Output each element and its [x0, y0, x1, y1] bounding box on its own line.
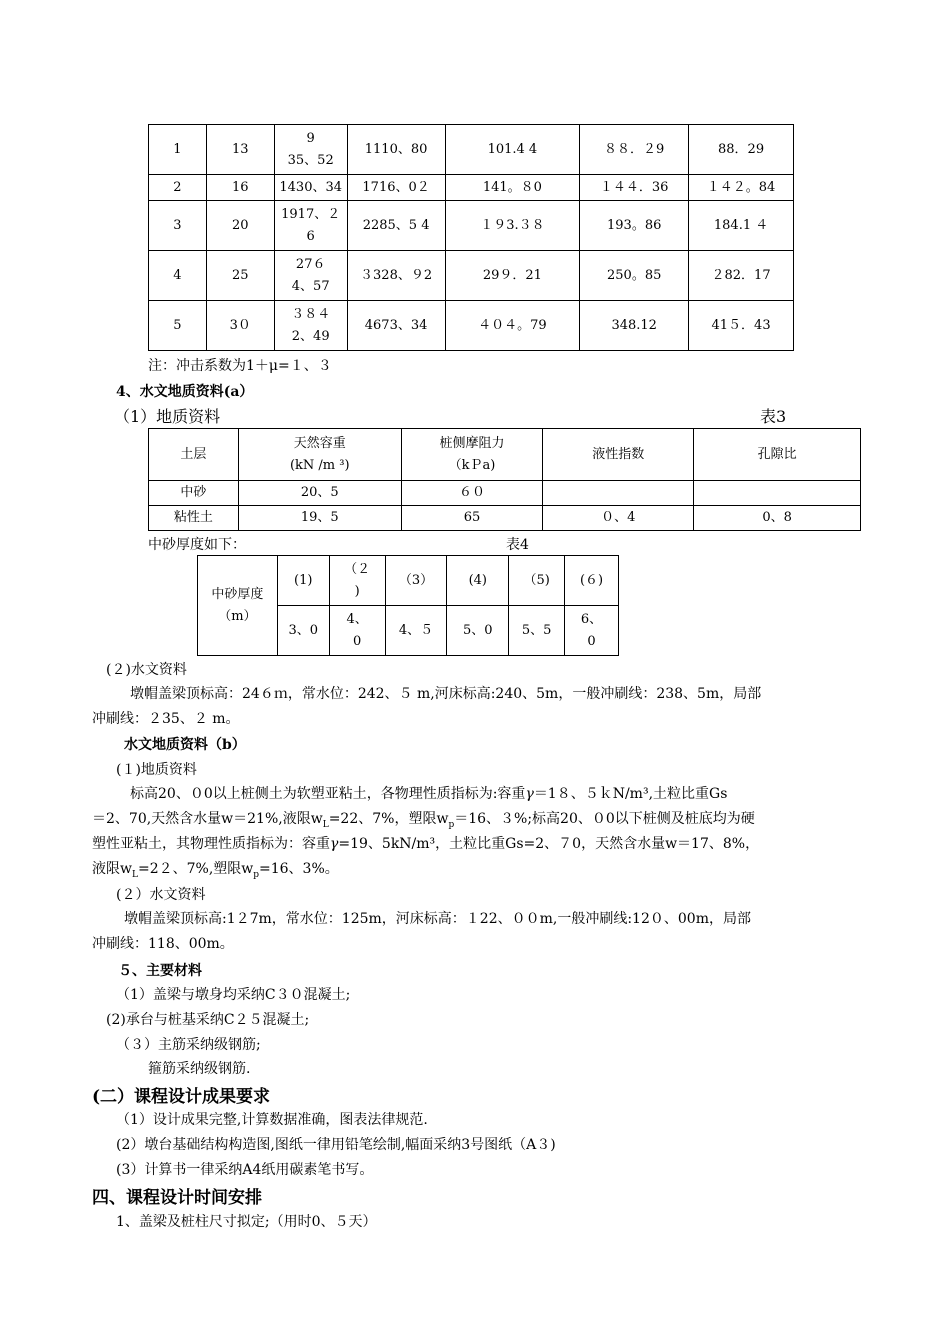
table-cell: 25 [206, 251, 274, 301]
table4-value: 5、5 [509, 606, 565, 656]
material-item: （1）盖梁与墩身均采纳C３０混凝土; [116, 987, 351, 1003]
text-run: =19、5kN/m³，土粒比重Gs=2、７0，天然含水量w＝17、8%， [338, 836, 760, 852]
table-row [149, 251, 794, 301]
load-table [148, 124, 794, 351]
table-cell: 3０ [206, 301, 274, 351]
table-row [149, 481, 861, 506]
table-cell [543, 481, 694, 506]
table-cell: 2285、5 4 [347, 201, 445, 251]
hydro-line-2: 冲刷线：２35、２ m。 [92, 711, 240, 727]
table-row [149, 506, 861, 531]
table4-header: (4) [447, 556, 509, 606]
table-3-label: 表3 [760, 407, 787, 426]
table-cell: ４０４。79 [445, 301, 580, 351]
geology-table [148, 428, 861, 531]
table-cell: 19、5 [238, 506, 401, 531]
table-cell: ３８４ 2、49 [274, 301, 347, 351]
hydro-label: (２)水文资料 [106, 662, 187, 678]
geology-label: （1）地质资料 [114, 407, 221, 426]
subscript: L [322, 819, 329, 830]
table4-header: （5) [509, 556, 565, 606]
subscript: L [131, 869, 138, 880]
table-cell: ３328、９2 [347, 251, 445, 301]
text-run: 液限w [92, 861, 132, 877]
table-cell: 193。86 [580, 201, 689, 251]
table-cell: ０、4 [543, 506, 694, 531]
table-cell: ８８．２9 [580, 125, 689, 175]
material-item: （３）主筋采纳级钢筋; [116, 1037, 261, 1053]
heading-schedule: 四、课程设计时间安排 [92, 1188, 262, 1208]
table-row [149, 175, 794, 201]
table-cell: 4 [149, 251, 207, 301]
table4-header: （２ ) [329, 556, 385, 606]
table3-header-friction: 桩侧摩阻力 （kＰa) [401, 429, 543, 481]
table-cell: ６０ [401, 481, 543, 506]
table-cell: 348.12 [580, 301, 689, 351]
table-cell: 1 [149, 125, 207, 175]
table4-row-header: 中砂厚度 （m） [198, 556, 278, 656]
requirement-item: (2）墩台基础结构构造图,图纸一律用铅笔绘制,幅面采纳3号图纸（A３) [116, 1137, 556, 1153]
text-run: ＝16、３%;标高20、０0以下桩侧及桩底均为硬 [454, 811, 755, 827]
schedule-item: 1、盖梁及桩柱尺寸拟定;（用时0、５天） [116, 1214, 377, 1230]
table3-header-void-ratio: 孔隙比 [694, 429, 861, 481]
table-cell: 250。85 [580, 251, 689, 301]
table-cell: 27６ 4、57 [274, 251, 347, 301]
table-cell: 1917、２ 6 [274, 201, 347, 251]
table-cell: １４２。84 [689, 175, 794, 201]
text-run: =22、7%，塑限w [328, 811, 449, 827]
text-run: 标高20、０0以上桩侧土为软塑亚粘土，各物理性质指标为:容重 [130, 786, 526, 802]
table-row [149, 125, 794, 175]
table-cell: 184.1 ４ [689, 201, 794, 251]
section-5-title: ５、主要材料 [118, 963, 202, 979]
requirement-item: （1）设计成果完整,计算数据准确，图表法律规范. [116, 1112, 428, 1128]
text-run: ＝1８、５ｋN/m³,土粒比重Gs [533, 786, 728, 802]
table-row [149, 201, 794, 251]
table-cell: 4673、34 [347, 301, 445, 351]
table4-value: 6、 0 [565, 606, 619, 656]
table-row [149, 301, 794, 351]
table-cell: 65 [401, 506, 543, 531]
requirement-item: (3）计算书一律采纳A4纸用碳素笔书写。 [116, 1162, 374, 1178]
table-cell: 29９．21 [445, 251, 580, 301]
table-cell: 20、5 [238, 481, 401, 506]
table-cell: 2 [149, 175, 207, 201]
table-cell: 88．29 [689, 125, 794, 175]
table-4-label: 表4 [506, 537, 529, 553]
text-run: =16、3%。 [259, 861, 339, 877]
sand-thickness-label: 中砂厚度如下： [148, 537, 246, 553]
table-cell: 0、8 [694, 506, 861, 531]
b-geology-line-3 [92, 832, 759, 857]
table-cell: 13 [206, 125, 274, 175]
sand-thickness-table [197, 555, 619, 656]
gamma-symbol: γ [525, 786, 534, 802]
table4-header: (６) [565, 556, 619, 606]
table-cell [694, 481, 861, 506]
table-cell: 5 [149, 301, 207, 351]
table-cell: 粘性土 [149, 506, 239, 531]
b-hydro-line-1: 墩帽盖梁顶标高:1２7m，常水位：125m，河床标高：１22、００m,一般冲刷线:12０、00m，局部 [124, 911, 751, 927]
table-cell: 中砂 [149, 481, 239, 506]
table3-header-soil: 土层 [149, 429, 239, 481]
table-cell: 20 [206, 201, 274, 251]
table-cell: 141。８0 [445, 175, 580, 201]
table4-value: 4、５ [385, 606, 447, 656]
table-cell: 1716、0２ [347, 175, 445, 201]
material-item: (2)承台与桩基采纳C２５混凝土; [106, 1012, 310, 1028]
table-cell: 16 [206, 175, 274, 201]
table-cell: １４４．36 [580, 175, 689, 201]
section-4-title: 4、水文地质资料(a） [116, 384, 254, 400]
heading-requirements: (二）课程设计成果要求 [92, 1087, 271, 1107]
hydro-line-1: 墩帽盖梁顶标高：24６ｍ，常水位：242、５ m,河床标高:240、5m，一般冲刷线：238、5m，局部 [130, 686, 762, 702]
b-hydro-line-2: 冲刷线：118、00m。 [92, 936, 234, 952]
table-cell: 1110、80 [347, 125, 445, 175]
section-b-title: 水文地质资料（b） [124, 737, 246, 753]
text-run: ＝2、70,天然含水量w＝21%,液限w [92, 811, 323, 827]
table-cell: 1430、34 [274, 175, 347, 201]
table4-header: (1) [277, 556, 329, 606]
table3-header-liquidity: 液性指数 [543, 429, 694, 481]
table-cell: １９3.３８ [445, 201, 580, 251]
text-run: =2２、7%,塑限w [137, 861, 254, 877]
table4-value: 3、0 [277, 606, 329, 656]
table-cell: 101.4 4 [445, 125, 580, 175]
table4-value: 4、 0 [329, 606, 385, 656]
table-cell: 9 35、52 [274, 125, 347, 175]
b-geology-line-1 [130, 782, 727, 807]
material-item: 箍筋采纳级钢筋. [148, 1061, 251, 1077]
text-run: 塑性亚粘土，其物理性质指标为：容重 [92, 836, 330, 852]
subscript: p [253, 869, 260, 880]
table-cell: ２82．17 [689, 251, 794, 301]
table3-header-unit-weight: 天然容重 (kN /m ³) [238, 429, 401, 481]
table-cell: 41５．43 [689, 301, 794, 351]
gamma-symbol: γ [330, 836, 339, 852]
b-geology-label: (１)地质资料 [116, 762, 197, 778]
subscript: p [448, 819, 455, 830]
b-hydro-label: (２）水文资料 [116, 887, 206, 903]
table4-value: 5、0 [447, 606, 509, 656]
impact-note: 注：冲击系数为1＋μ=１、３ [148, 358, 332, 374]
table4-header: （3） [385, 556, 447, 606]
table-cell: 3 [149, 201, 207, 251]
